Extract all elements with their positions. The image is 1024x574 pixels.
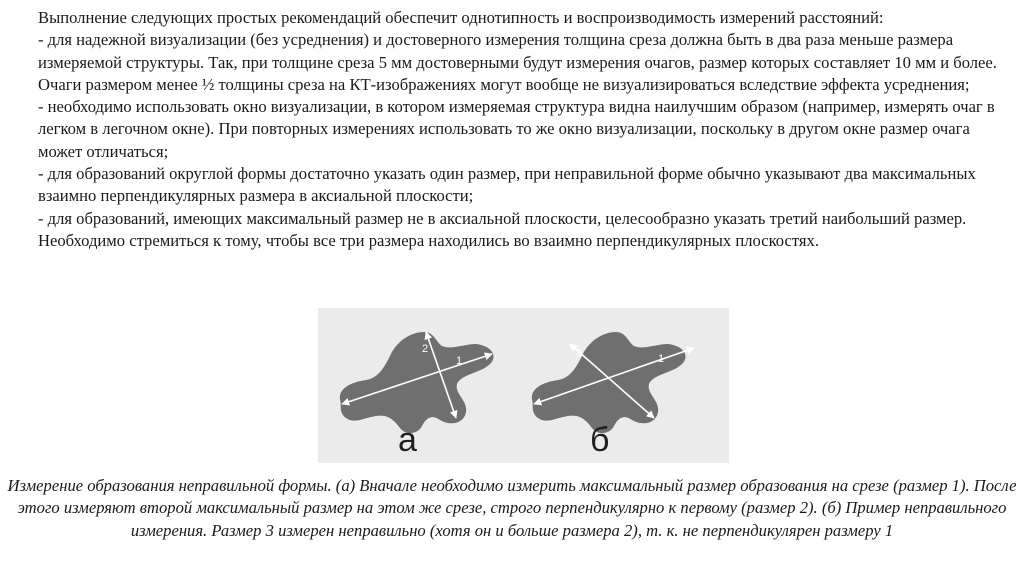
panel-letter-b: б — [590, 421, 610, 459]
panel-a — [340, 332, 494, 459]
body-text — [6, 7, 1018, 252]
panel-b — [532, 332, 694, 459]
measurement-figure — [318, 308, 729, 463]
label-2-a: 2 — [422, 343, 429, 355]
lesion-shape-a — [340, 332, 494, 433]
figure-drawing — [318, 308, 729, 463]
lesion-shape-b — [532, 332, 686, 433]
panel-letter-a: а — [398, 421, 417, 459]
paragraph-window: - необходимо использовать окно визуализации, в котором измеряемая структура видна наилучшим образом (например, измерять очаг в легком в легочном окне). При повторных измерениях использовать то же окно визуализации, поскольку в другом окне размер очага может отличаться; — [38, 97, 995, 161]
label-3-b: 3 — [576, 347, 583, 359]
figure-caption: Измерение образования неправильной формы. (а) Вначале необходимо измерить максимальный размер образования на срезе (размер 1). После этого измеряют второй максимальный размер на этом же срезе, строго перпендикулярно к первому (размер 2). (б) Пример неправильного измерения. Размер 3 измерен неправильно (хотя он и больше размера 2), т. к. не перпендикулярен размеру 1 — [7, 476, 1017, 540]
paragraph-slice-thickness: - для надежной визуализации (без усреднения) и достоверного измерения толщина среза должна быть в два раза меньше размера измеряемой структуры. Так, при толщине среза 5 мм достоверными будут измерения очагов, размер которых составляет 10 мм и более. Очаги размером менее ½ толщины среза на КТ-изображениях могут вообще не визуализироваться вследствие эффекта усреднения; — [38, 30, 997, 94]
label-1-a: 1 — [456, 355, 463, 367]
paragraph-round-shape: - для образований округлой формы достаточно указать один размер, при неправильной форме обычно указывают два максимальных взаимно перпендикулярных размера в аксиальной плоскости; — [38, 164, 976, 206]
paragraph-third-size: - для образований, имеющих максимальный размер не в аксиальной плоскости, целесообразно указать третий наибольший размер. Необходимо стремиться к тому, чтобы все три размера находились во взаимно перпендикулярных плоскостях. — [38, 208, 967, 250]
paragraph-intro: Выполнение следующих простых рекомендаций обеспечит однотипность и воспроизводимость измерений расстояний: — [38, 8, 884, 27]
label-1-b: 1 — [658, 353, 665, 365]
